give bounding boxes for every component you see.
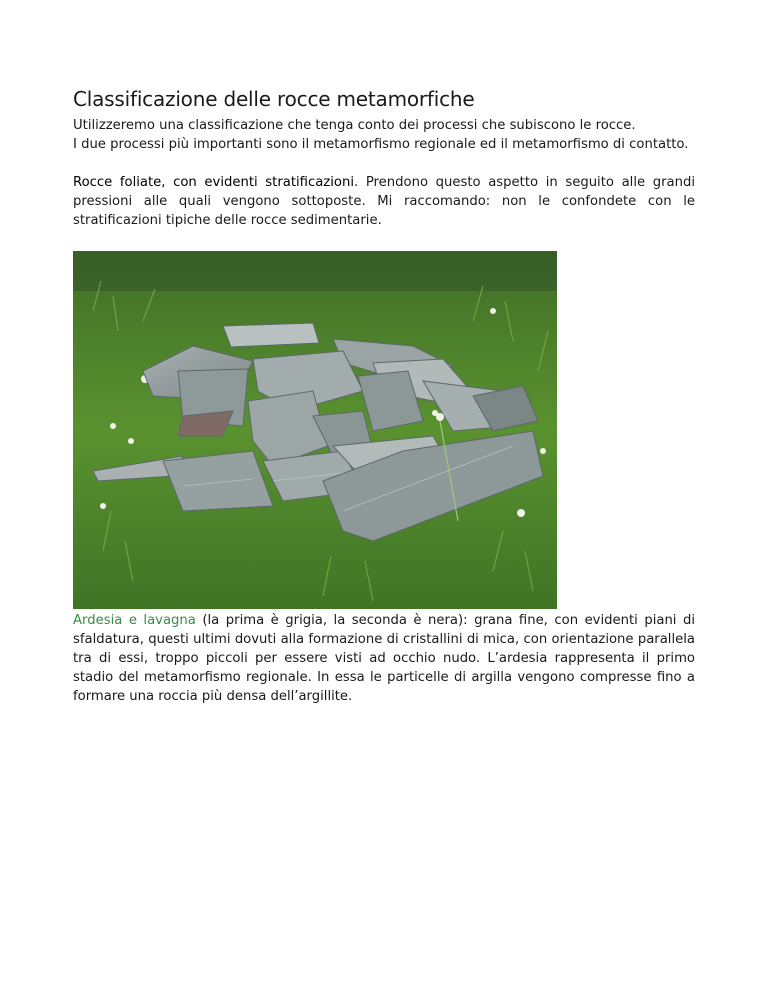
foliate-heading: Rocce foliate, con evidenti stratificazioni [73,175,354,190]
slate-paragraph [73,611,695,706]
page-title: Classificazione delle rocce metamorfiche [73,87,475,111]
foliate-paragraph [73,173,695,230]
intro-paragraph-2: I due processi più importanti sono il metamorfismo regionale ed il metamorfismo di contatto. [73,137,689,152]
document-page [73,86,695,706]
slate-text: (la prima è grigia, la seconda è nera): grana fine, con evidenti piani di sfaldatura, questi ultimi dovuti alla formazione di cristallini di mica, con orientazione parallela tra di essi, troppo piccoli per essere visti ad occhio nudo. L’ardesia rappresenta il primo stadio del metamorfismo regionale. In essa le particelle di argilla vengono compresse fino a formare una roccia più densa dell’argillite. [73,613,696,704]
slate-term: Ardesia e lavagna [73,613,196,628]
spacer [73,154,695,173]
slate-rocks-photo [73,251,557,609]
intro-paragraph-1: Utilizzeremo una classificazione che tenga conto dei processi che subiscono le rocce. [73,118,636,133]
foliate-text: . Prendono questo aspetto in seguito alle grandi pressioni alle quali vengono sottoposte. Mi raccomando: non le confondete con le stratificazioni tipiche delle rocce sedimentarie. [73,175,696,228]
